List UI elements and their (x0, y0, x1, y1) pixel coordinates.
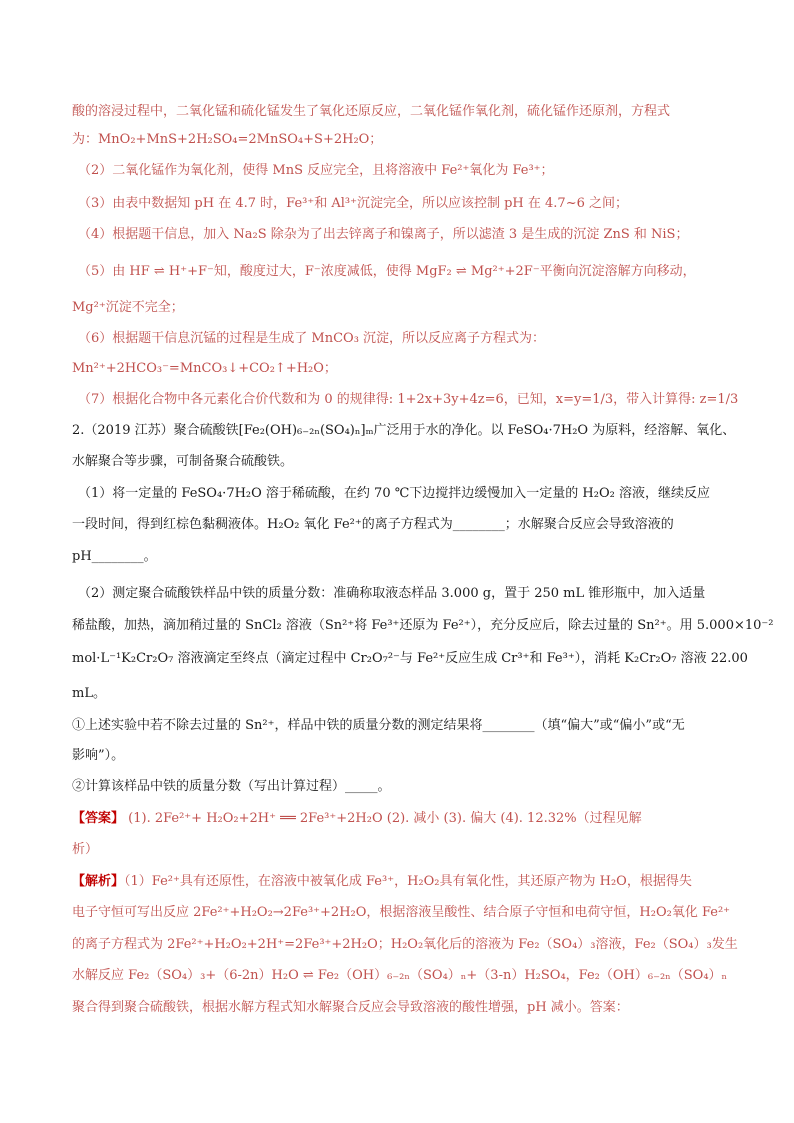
question-line: ①上述实验中若不除去过量的 Sn²⁺，样品中铁的质量分数的测定结果将________（填“偏大”或“偏小”或“无 (72, 718, 685, 733)
question-line: （1）将一定量的 FeSO₄·7H₂O 溶于稀硫酸，在约 70 ℃下边搅拌边缓慢加入一定量的 H₂O₂ 溶液，继续反应 (78, 486, 710, 501)
text-line: （2）二氧化锰作为氧化剂，使得 MnS 反应完全，且将溶液中 Fe²⁺氧化为 Fe³⁺； (78, 163, 554, 178)
text-line: （7）根据化合物中各元素化合价代数和为 0 的规律得: 1+2x+3y+4z=6，已知，x=y=1/3，带入计算得: z=1/3 (78, 392, 739, 407)
analysis-line: 电子守恒可写出反应 2Fe²⁺+H₂O₂→2Fe³⁺+2H₂O，根据溶液呈酸性、结合原子守恒和电荷守恒，H₂O₂氧化 Fe²⁺ (72, 905, 731, 920)
answer-text: (1). 2Fe²⁺+ H₂O₂+2H⁺ ══ 2Fe³⁺+2H₂O (2). 减小 (3). 偏大 (4). 12.32%（过程见解 (124, 811, 642, 826)
question-line: pH________。 (72, 549, 157, 564)
question-line: mol·L⁻¹K₂Cr₂O₇ 溶液滴定至终点（滴定过程中 Cr₂O₇²⁻与 Fe²⁺反应生成 Cr³⁺和 Fe³⁺），消耗 K₂Cr₂O₇ 溶液 22.00 (72, 651, 748, 666)
text-line: （6）根据题干信息沉锰的过程是生成了 MnCO₃ 沉淀，所以反应离子方程式为： (78, 331, 546, 346)
analysis-text: （1）Fe²⁺具有还原性，在溶液中被氧化成 Fe³⁺，H₂O₂具有氧化性，其还原产物为 H₂O，根据得失 (124, 874, 692, 889)
question-line: （2）测定聚合硫酸铁样品中铁的质量分数：准确称取液态样品 3.000 g，置于 250 mL 锥形瓶中，加入适量 (78, 586, 706, 601)
question-line: 一段时间，得到红棕色黏稠液体。H₂O₂ 氧化 Fe²⁺的离子方程式为________；水解聚合反应会导致溶液的 (72, 517, 674, 532)
text-line: 酸的溶浸过程中，二氧化锰和硫化锰发生了氧化还原反应，二氧化锰作氧化剂，硫化锰作还原剂，方程式 (72, 104, 671, 119)
question-line: 影响”）。 (72, 748, 125, 763)
text-line: Mn²⁺+2HCO₃⁻=MnCO₃↓+CO₂↑+H₂O； (72, 361, 337, 376)
analysis-line: 水解反应 Fe₂（SO₄）₃+（6-2n）H₂O ⇌ Fe₂（OH）₆₋₂ₙ（SO₄）ₙ+（3-n）H₂SO₄，Fe₂（OH）₆₋₂ₙ（SO₄）ₙ (72, 968, 728, 983)
question-line: 稀盐酸，加热，滴加稍过量的 SnCl₂ 溶液（Sn²⁺将 Fe³⁺还原为 Fe²⁺），充分反应后，除去过量的 Sn²⁺。用 5.000×10⁻² (72, 618, 774, 633)
analysis-line: 的离子方程式为 2Fe²⁺+H₂O₂+2H⁺=2Fe³⁺+2H₂O；H₂O₂氧化后的溶液为 Fe₂（SO₄）₃溶液，Fe₂（SO₄）₃发生 (72, 937, 738, 952)
analysis-line: 聚合得到聚合硫酸铁，根据水解方程式知水解聚合反应会导致溶液的酸性增强，pH 减小。答案： (72, 1000, 629, 1015)
text-line: （5）由 HF ⇌ H⁺+F⁻知，酸度过大，F⁻浓度减低，使得 MgF₂ ⇌ Mg²⁺+2F⁻平衡向沉淀溶解方向移动， (78, 264, 696, 279)
question-line: 2.（2019 江苏）聚合硫酸铁[Fe₂(OH)₆₋₂ₙ(SO₄)ₙ]ₘ广泛用于水的净化。以 FeSO₄·7H₂O 为原料，经溶解、氧化、 (72, 423, 736, 438)
answer-tag: 【答案】 (72, 811, 125, 826)
text-line: 为：MnO₂+MnS+2H₂SO₄=2MnSO₄+S+2H₂O； (72, 132, 383, 147)
analysis-tag: 【解析】 (72, 874, 125, 889)
text-line: Mg²⁺沉淀不完全； (72, 300, 184, 315)
question-line: mL。 (72, 686, 106, 701)
question-line: ②计算该样品中铁的质量分数（写出计算过程）_____。 (72, 779, 391, 794)
text-line: （3）由表中数据知 pH 在 4.7 时，Fe³⁺和 Al³⁺沉淀完全，所以应该控制 pH 在 4.7~6 之间； (78, 196, 628, 211)
analysis-line (72, 873, 732, 891)
answer-line (72, 810, 732, 828)
question-line: 水解聚合等步骤，可制备聚合硫酸铁。 (72, 454, 294, 469)
answer-line-cont: 析） (72, 842, 99, 857)
text-line: （4）根据题干信息，加入 Na₂S 除杂为了出去锌离子和镍离子，所以滤渣 3 是生成的沉淀 ZnS 和 NiS； (78, 227, 689, 242)
